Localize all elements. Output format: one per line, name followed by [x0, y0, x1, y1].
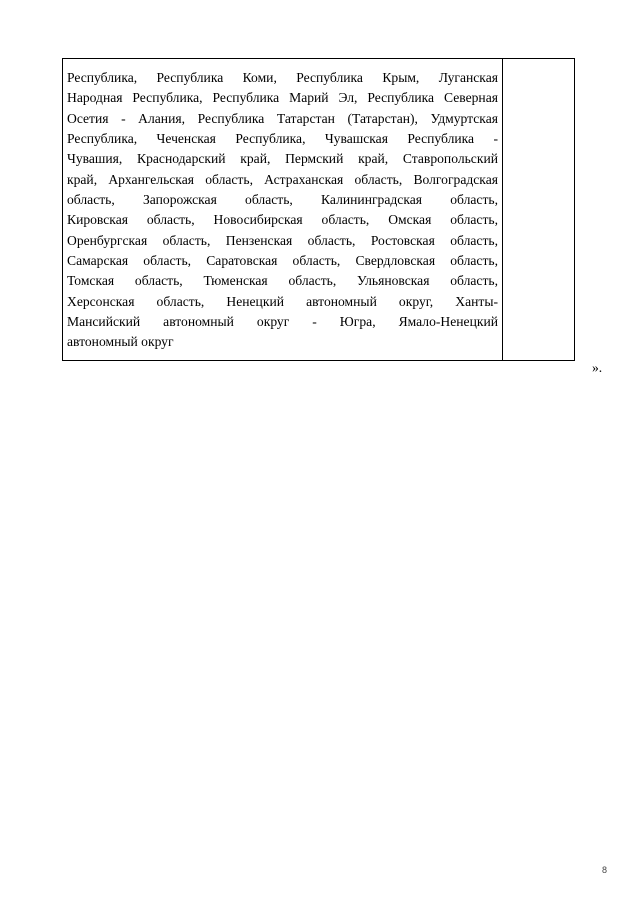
- text-line: область, Запорожская область, Калининградская область,: [67, 192, 498, 208]
- text-line: Республика, Республика Коми, Республика Крым, Луганская: [67, 70, 498, 85]
- text-line: край, Архангельская область, Астраханская область, Волгоградская: [67, 171, 498, 187]
- text-line: Народная Республика, Республика Марий Эл, Республика Северная: [67, 90, 498, 106]
- empty-cell: [503, 59, 574, 360]
- text-line: Оренбургская область, Пензенская область, Ростовская область,: [67, 232, 498, 248]
- text-line: Херсонская область, Ненецкий автономный округ, Ханты-: [67, 293, 498, 309]
- page-number: 8: [602, 865, 608, 875]
- text-line: Томская область, Тюменская область, Ульяновская область,: [67, 273, 498, 289]
- text-line: Кировская область, Новосибирская область, Омская область,: [67, 212, 498, 228]
- text-line: Чувашия, Краснодарский край, Пермский край, Ставропольский: [67, 151, 498, 167]
- regions-table: [62, 58, 575, 361]
- closing-quote-mark: ».: [592, 360, 603, 375]
- regions-list-cell: [63, 59, 503, 360]
- text-line: Мансийский автономный округ - Югра, Ямало-Ненецкий: [67, 314, 498, 330]
- text-line: автономный округ: [67, 334, 174, 350]
- text-line: Республика, Чеченская Республика, Чувашская Республика -: [67, 131, 498, 147]
- text-line: Осетия - Алания, Республика Татарстан (Татарстан), Удмуртская: [67, 110, 498, 126]
- text-line: Самарская область, Саратовская область, Свердловская область,: [67, 253, 498, 269]
